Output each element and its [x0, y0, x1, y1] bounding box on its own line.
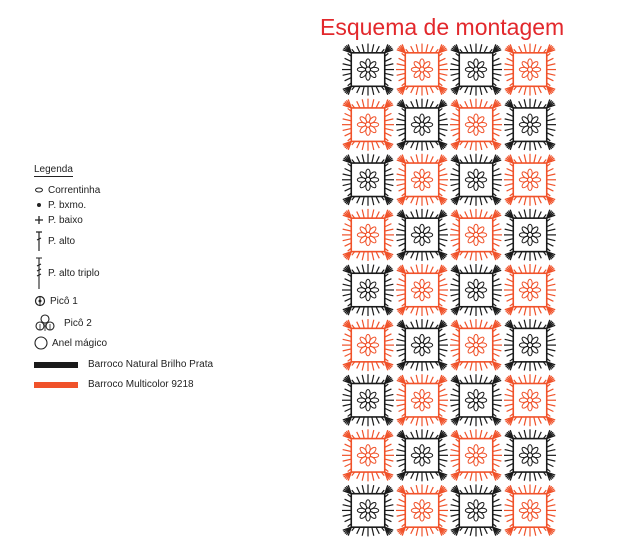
slip-stitch-dot-icon: [34, 198, 46, 212]
motif-square: [450, 154, 502, 206]
legend-item-magic-ring: [34, 336, 107, 350]
motif-square: [504, 264, 556, 316]
legend-label-single-crochet: P. baixo: [48, 214, 83, 226]
motif-square: [396, 154, 448, 206]
motif-square: [396, 374, 448, 426]
legend-heading: Legenda: [34, 164, 73, 175]
legend-item-single-crochet: [34, 213, 83, 227]
legend-item-chain: [34, 183, 100, 197]
chain-stitch-icon: [34, 183, 46, 197]
motif-square: [450, 264, 502, 316]
pattern-svg: [341, 42, 557, 538]
legend-label-chain: Correntinha: [48, 184, 101, 196]
motif-square: [504, 484, 556, 536]
legend-label-slip-stitch: P. bxmo.: [48, 199, 87, 211]
legend-item-triple-crochet: [34, 256, 100, 290]
legend-label-magic-ring: Anel mágico: [52, 337, 108, 349]
motif-square: [396, 209, 448, 261]
motif-square: [450, 374, 502, 426]
motif-square: [504, 154, 556, 206]
single-crochet-plus-icon: [34, 213, 46, 227]
page-title: Esquema de montagem: [320, 14, 565, 40]
legend-label-orange-yarn: Barroco Multicolor 9218: [88, 379, 194, 390]
motif-square: [396, 319, 448, 371]
motif-square: [450, 429, 502, 481]
motif-square: [504, 319, 556, 371]
magic-ring-icon: [34, 336, 50, 350]
motif-square: [342, 374, 394, 426]
legend-item-double-crochet: [34, 230, 75, 252]
motif-square: [342, 44, 394, 96]
legend-color-orange: [34, 379, 194, 390]
triple-crochet-icon: [34, 256, 46, 290]
motif-square: [504, 44, 556, 96]
motif-square: [342, 99, 394, 151]
double-crochet-icon: [34, 230, 46, 252]
motif-square: [396, 484, 448, 536]
motif-square: [396, 99, 448, 151]
legend-item-slip-stitch: [34, 198, 86, 212]
legend-label-picot-1: Picô 1: [50, 295, 78, 307]
motif-square: [450, 99, 502, 151]
motif-square: [450, 209, 502, 261]
picot-2-icon: [34, 314, 56, 332]
motif-square: [342, 484, 394, 536]
motif-square: [342, 264, 394, 316]
motif-square: [450, 44, 502, 96]
motif-square: [450, 319, 502, 371]
orange-yarn-swatch: [34, 382, 78, 388]
motif-square: [504, 429, 556, 481]
motif-square: [342, 319, 394, 371]
motif-square: [342, 429, 394, 481]
legend-item-picot-2: [34, 314, 92, 332]
legend-label-triple-crochet: P. alto triplo: [48, 267, 100, 279]
legend-color-black: [34, 359, 213, 370]
legend-label-black-yarn: Barroco Natural Brilho Prata: [88, 359, 214, 370]
motif-square: [504, 99, 556, 151]
motif-square: [342, 154, 394, 206]
motif-square: [504, 374, 556, 426]
assembly-pattern: [341, 42, 557, 538]
legend-item-picot-1: [34, 294, 78, 308]
legend-label-picot-2: Picô 2: [64, 317, 92, 329]
motif-square: [396, 44, 448, 96]
legend-label-double-crochet: P. alto: [48, 235, 76, 247]
motif-square: [450, 484, 502, 536]
motif-square: [342, 209, 394, 261]
black-yarn-swatch: [34, 362, 78, 368]
motif-square: [396, 429, 448, 481]
picot-1-icon: [34, 294, 46, 308]
motif-square: [396, 264, 448, 316]
motif-square: [504, 209, 556, 261]
